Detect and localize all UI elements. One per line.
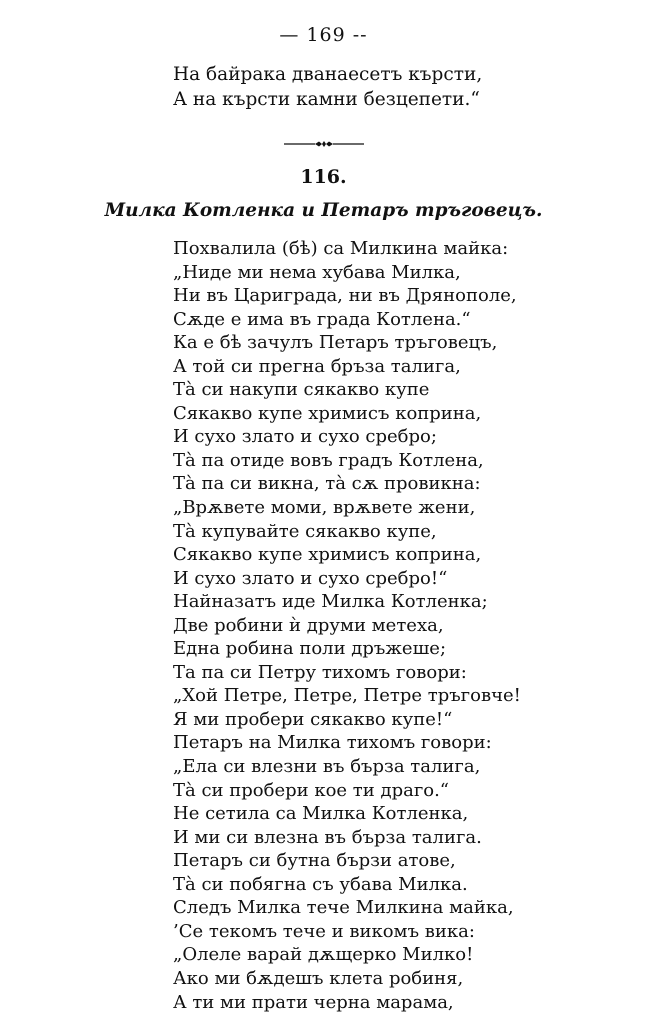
section-divider-ornament [0, 133, 647, 141]
verse-line: Сѫде е има въ града Котлена.“ [173, 308, 471, 330]
verse-line: Ни въ Цариграда, ни въ Дрянополе, [173, 285, 517, 307]
verse-line: На байрака дванаесетъ кърсти, [173, 64, 483, 85]
previous-stanza [173, 62, 482, 112]
verse-line: Една робина поли дръжеше; [173, 638, 447, 660]
verse-line: „Врѫвете моми, врѫвете жени, [173, 497, 476, 519]
verse-line: Тà па си викна, тà сѫ провикна: [173, 473, 481, 495]
verse-line: Петаръ си бутна бързи атове, [173, 850, 456, 872]
verse-line: Не сетила са Милка Котленка, [173, 803, 469, 825]
verse-line: ’Се текомъ тече и викомъ вика: [173, 920, 475, 942]
verse-line: Две робини ѝ друми метеха, [173, 614, 444, 636]
song-title: Милка Котленка и Петаръ тръговецъ. [104, 200, 543, 221]
verse-line: Тà си накупи сякакво купе [173, 379, 430, 401]
verse-line: А на кърсти камни безцепети.“ [173, 89, 480, 110]
verse-line: Найназатъ иде Милка Котленка; [173, 591, 488, 613]
verse-line: Тà па отиде вовъ градъ Котлена, [173, 449, 484, 471]
verse-line: Ако ми бѫдешъ клета робиня, [173, 967, 464, 989]
verse-line: Та па си Петру тихомъ говори: [173, 661, 467, 683]
verse-line: Следъ Милка тече Милкина майка, [173, 897, 514, 919]
divider-ornament-icon [284, 140, 364, 148]
verse-line: И сухо злато и сухо сребро; [173, 426, 437, 448]
verse-line: И сухо злато и сухо сребро!“ [173, 567, 448, 589]
verse-line: Похвалила (бѣ) са Милкина майка: [173, 238, 509, 259]
verse-line: И ми си влезна въ бърза талига. [173, 826, 482, 848]
verse-line: „Ниде ми нема хубава Милка, [173, 261, 461, 283]
verse-line: „Ела си влезни въ бърза талига, [173, 756, 481, 778]
verse-line: Тà си пробери кое ти драго.“ [173, 779, 450, 801]
verse-line: Ка е бѣ зачулъ Петаръ тръговецъ, [173, 332, 498, 354]
verse-line: Я ми пробери сякакво купе!“ [173, 708, 453, 730]
song-verses [173, 237, 521, 1014]
verse-line: А той си прегна бръза талига, [173, 355, 461, 377]
verse-line: „Хой Петре, Петре, Петре тръговче! [173, 685, 521, 707]
verse-line: А ти ми прати черна марама, [173, 991, 454, 1013]
song-number: 116. [300, 166, 347, 188]
verse-line: Тà купувайте сякакво купе, [173, 520, 437, 542]
verse-line: „Олеле варай дѫщерко Милко! [173, 944, 474, 966]
verse-line: Сякакво купе хримисъ коприна, [173, 402, 482, 424]
page-number: — 169 -- [279, 24, 368, 46]
verse-line: Петаръ на Милка тихомъ говори: [173, 732, 492, 754]
verse-line: Сякакво купе хримисъ коприна, [173, 544, 482, 566]
verse-line: Тà си побягна съ убава Милка. [173, 873, 468, 895]
